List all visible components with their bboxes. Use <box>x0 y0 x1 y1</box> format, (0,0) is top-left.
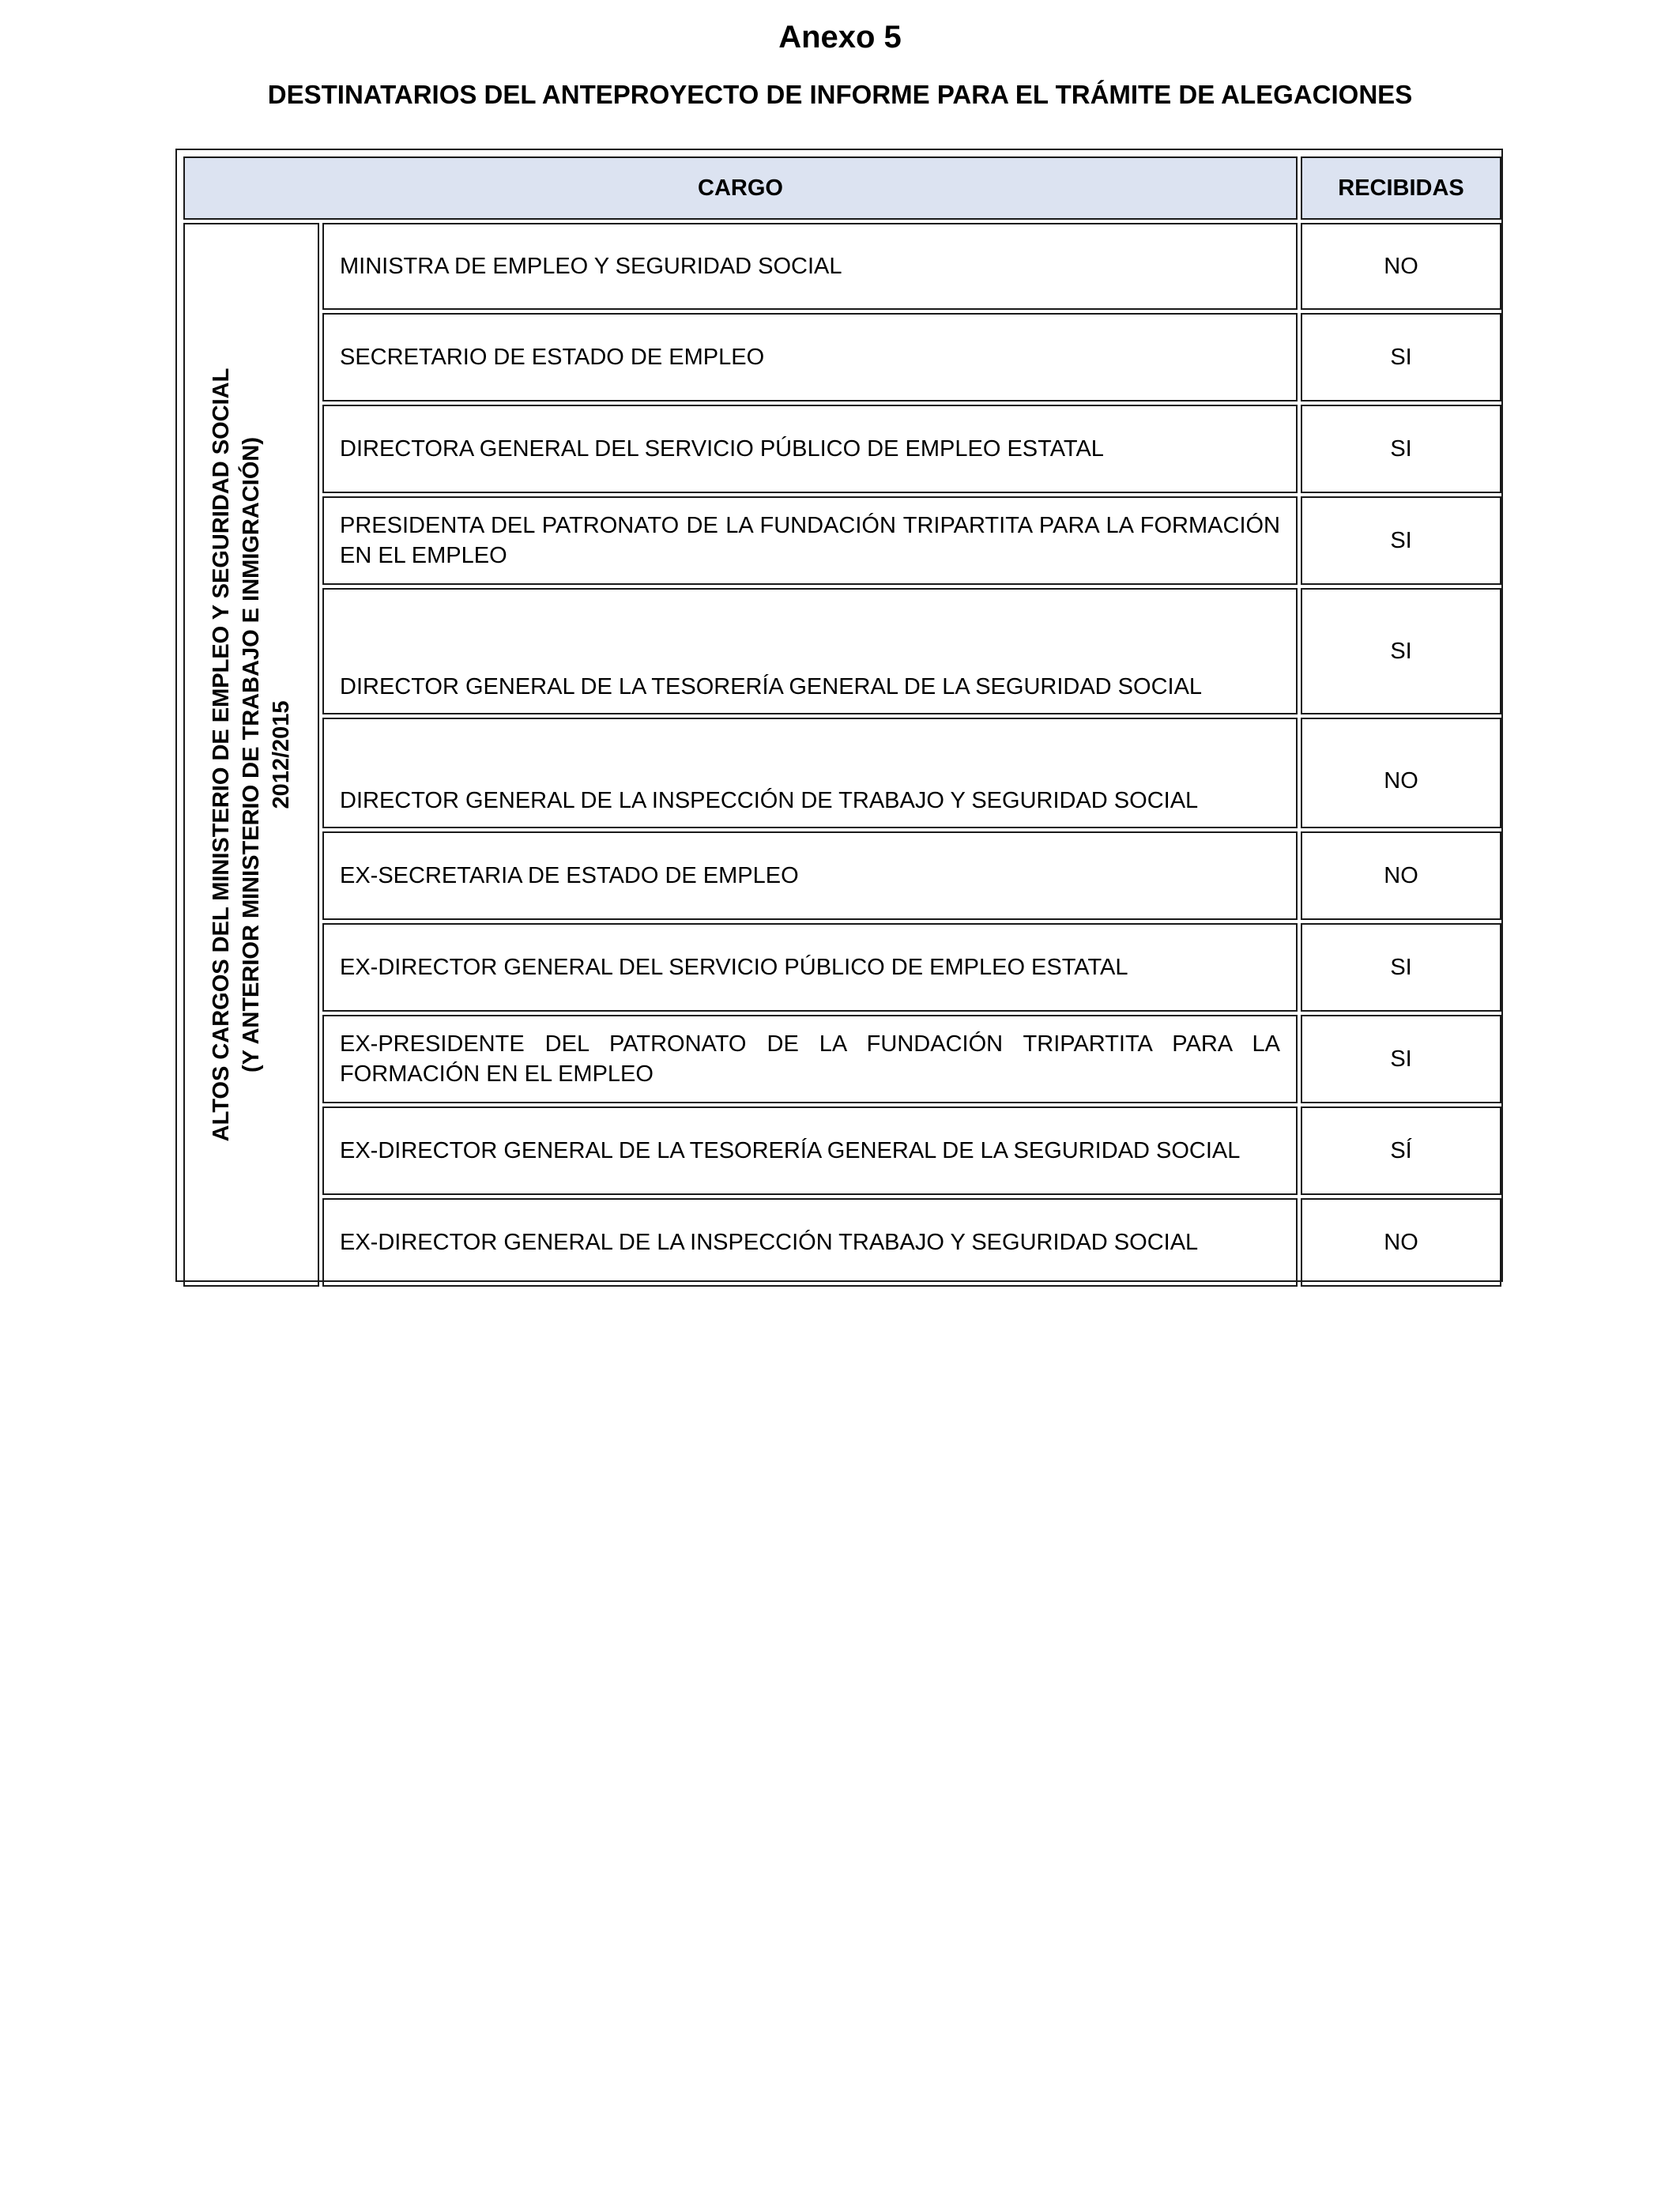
group-label-cell <box>183 223 319 1287</box>
group-label-line-1: ALTOS CARGOS DEL MINISTERIO DE EMPLEO Y SEGURIDAD SOCIAL <box>209 368 234 1142</box>
header-recibidas: RECIBIDAS <box>1301 156 1501 220</box>
recipients-table-frame <box>175 149 1503 1282</box>
recibidas-cell: SÍ <box>1301 1106 1501 1195</box>
table-row <box>183 405 1501 493</box>
recibidas-cell: SI <box>1301 1015 1501 1103</box>
group-label-line-2: (Y ANTERIOR MINISTERIO DE TRABAJO E INMIGRACIÓN) <box>239 437 264 1072</box>
recibidas-cell: SI <box>1301 588 1501 714</box>
cargo-cell: DIRECTORA GENERAL DEL SERVICIO PÚBLICO DE EMPLEO ESTATAL <box>322 405 1298 493</box>
recibidas-cell: NO <box>1301 831 1501 920</box>
table-row <box>183 1198 1501 1287</box>
header-cargo: CARGO <box>183 156 1298 220</box>
recibidas-cell: SI <box>1301 923 1501 1012</box>
table-header-row <box>183 156 1501 220</box>
group-label-line-3: 2012/2015 <box>269 700 294 809</box>
group-label <box>206 257 296 1253</box>
cargo-cell: EX-DIRECTOR GENERAL DE LA TESORERÍA GENERAL DE LA SEGURIDAD SOCIAL <box>322 1106 1298 1195</box>
table-row <box>183 313 1501 401</box>
cargo-cell: DIRECTOR GENERAL DE LA INSPECCIÓN DE TRABAJO Y SEGURIDAD SOCIAL <box>322 718 1298 828</box>
recibidas-cell: SI <box>1301 313 1501 401</box>
cargo-cell: SECRETARIO DE ESTADO DE EMPLEO <box>322 313 1298 401</box>
table-row <box>183 588 1501 714</box>
table-row <box>183 223 1501 310</box>
recibidas-cell: NO <box>1301 223 1501 310</box>
cargo-cell: DIRECTOR GENERAL DE LA TESORERÍA GENERAL DE LA SEGURIDAD SOCIAL <box>322 588 1298 714</box>
recibidas-cell: SI <box>1301 405 1501 493</box>
cargo-cell: EX-SECRETARIA DE ESTADO DE EMPLEO <box>322 831 1298 920</box>
recibidas-cell: NO <box>1301 1198 1501 1287</box>
recibidas-cell: NO <box>1301 718 1501 828</box>
table-row <box>183 923 1501 1012</box>
cargo-cell: EX-PRESIDENTE DEL PATRONATO DE LA FUNDACIÓN TRIPARTITA PARA LA FORMACIÓN EN EL EMPLEO <box>322 1015 1298 1103</box>
cargo-cell: MINISTRA DE EMPLEO Y SEGURIDAD SOCIAL <box>322 223 1298 310</box>
table-row <box>183 1106 1501 1195</box>
cargo-cell: EX-DIRECTOR GENERAL DEL SERVICIO PÚBLICO DE EMPLEO ESTATAL <box>322 923 1298 1012</box>
table-row <box>183 831 1501 920</box>
recibidas-cell: SI <box>1301 496 1501 585</box>
table-row <box>183 1015 1501 1103</box>
table-row <box>183 718 1501 828</box>
annex-title: Anexo 5 <box>778 20 902 55</box>
table-row <box>183 496 1501 585</box>
cargo-cell: PRESIDENTA DEL PATRONATO DE LA FUNDACIÓN TRIPARTITA PARA LA FORMACIÓN EN EL EMPLEO <box>322 496 1298 585</box>
recipients-table <box>180 153 1505 1290</box>
document-title: DESTINATARIOS DEL ANTEPROYECTO DE INFORME PARA EL TRÁMITE DE ALEGACIONES <box>267 80 1413 109</box>
cargo-cell: EX-DIRECTOR GENERAL DE LA INSPECCIÓN TRABAJO Y SEGURIDAD SOCIAL <box>322 1198 1298 1287</box>
